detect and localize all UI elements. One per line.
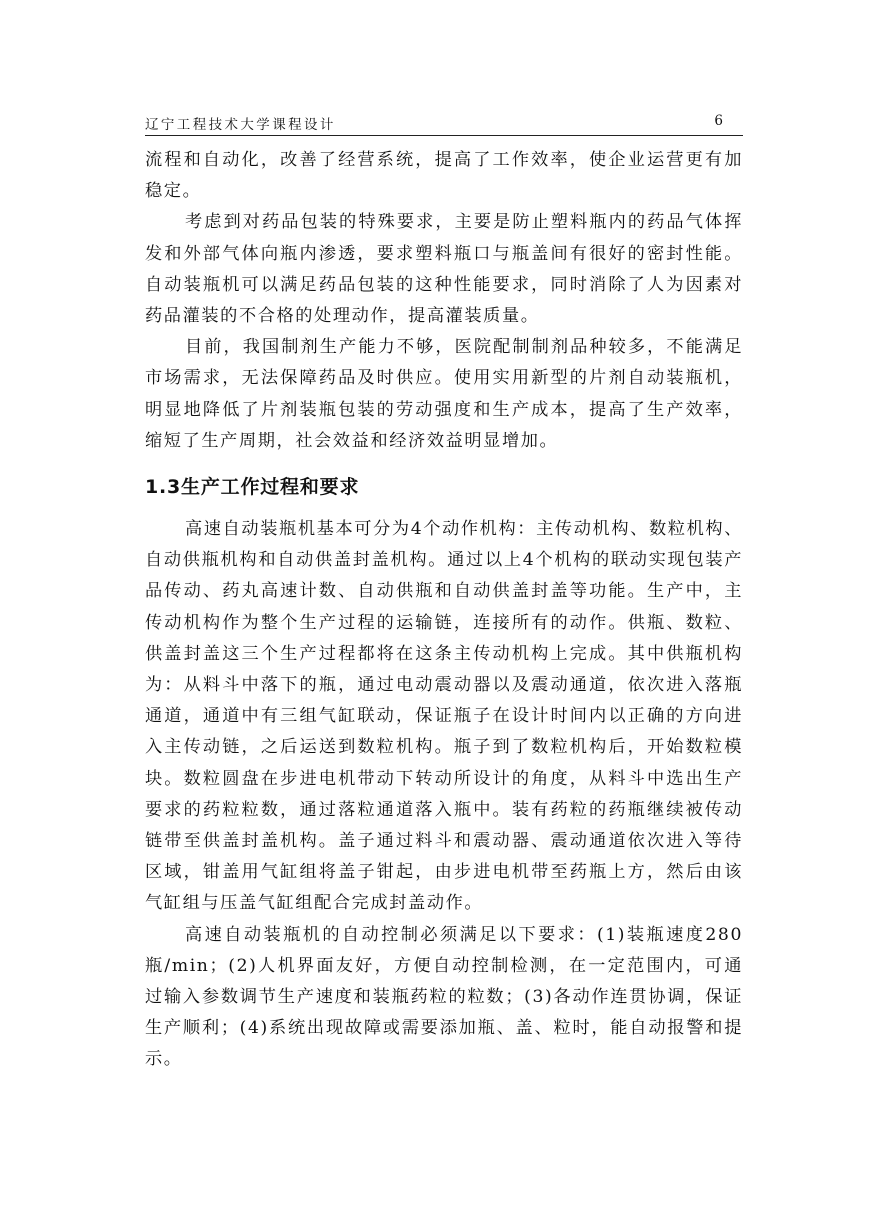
paragraph-packaging-requirements: 考虑到对药品包装的特殊要求，主要是防止塑料瓶内的药品气体挥发和外部气体向瓶内渗透，要求塑料瓶口与瓶盖间有很好的密封性能。自动装瓶机可以满足药品包装的这种性能要求，同时消除了人为因素对药品灌装的不合格的处理动作，提高灌装质量。 <box>145 212 743 327</box>
page-number: 6 <box>714 113 723 129</box>
paragraph-control-requirements: 高速自动装瓶机的自动控制必须满足以下要求：(1)装瓶速度280瓶/min；(2)人机界面友好，方便自动控制检测，在一定范围内，可通过输入参数调节生产速度和装瓶药粒的粒数；(3)各动作连贯协调，保证生产顺利；(4)系统出现故障或需要添加瓶、盖、粒时，能自动报警和提示。 <box>145 924 743 1070</box>
header-school-name: 辽宁工程技术大学课程设计 <box>145 117 336 133</box>
section-heading: 1.3生产工作过程和要求 <box>145 476 360 499</box>
body-text <box>145 145 743 1076</box>
page-header <box>145 113 743 136</box>
paragraph-current-situation: 目前，我国制剂生产能力不够，医院配制制剂品种较多，不能满足市场需求，无法保障药品及时供应。使用实用新型的片剂自动装瓶机，明显地降低了片剂装瓶包装的劳动强度和生产成本，提高了生产效率，缩短了生产周期，社会效益和经济效益明显增加。 <box>145 337 743 451</box>
paragraph-continuation: 流程和自动化，改善了经营系统，提高了工作效率，使企业运营更有加稳定。 <box>145 150 743 202</box>
paragraph-mechanisms: 高速自动装瓶机基本可分为4个动作机构：主传动机构、数粒机构、自动供瓶机构和自动供盖封盖机构。通过以上4个机构的联动实现包装产品传动、药丸高速计数、自动供瓶和自动供盖封盖等功能。生产中，主传动机构作为整个生产过程的运输链，连接所有的动作。供瓶、数粒、供盖封盖这三个生产过程都将在这条主传动机构上完成。其中供瓶机构为：从料斗中落下的瓶，通过电动震动器以及震动通道，依次进入落瓶通道，通道中有三组气缸联动，保证瓶子在设计时间内以正确的方向进入主传动链，之后运送到数粒机构。瓶子到了数粒机构后，开始数粒模块。数粒圆盘在步进电机带动下转动所设计的角度，从料斗中选出生产要求的药粒粒数，通过落粒通道落入瓶中。装有药粒的药瓶继续被传动链带至供盖封盖机构。盖子通过料斗和震动器、震动通道依次进入等待区域，钳盖用气缸组将盖子钳起，由步进电机带至药瓶上方，然后由该气缸组与压盖气缸组配合完成封盖动作。 <box>145 519 743 914</box>
